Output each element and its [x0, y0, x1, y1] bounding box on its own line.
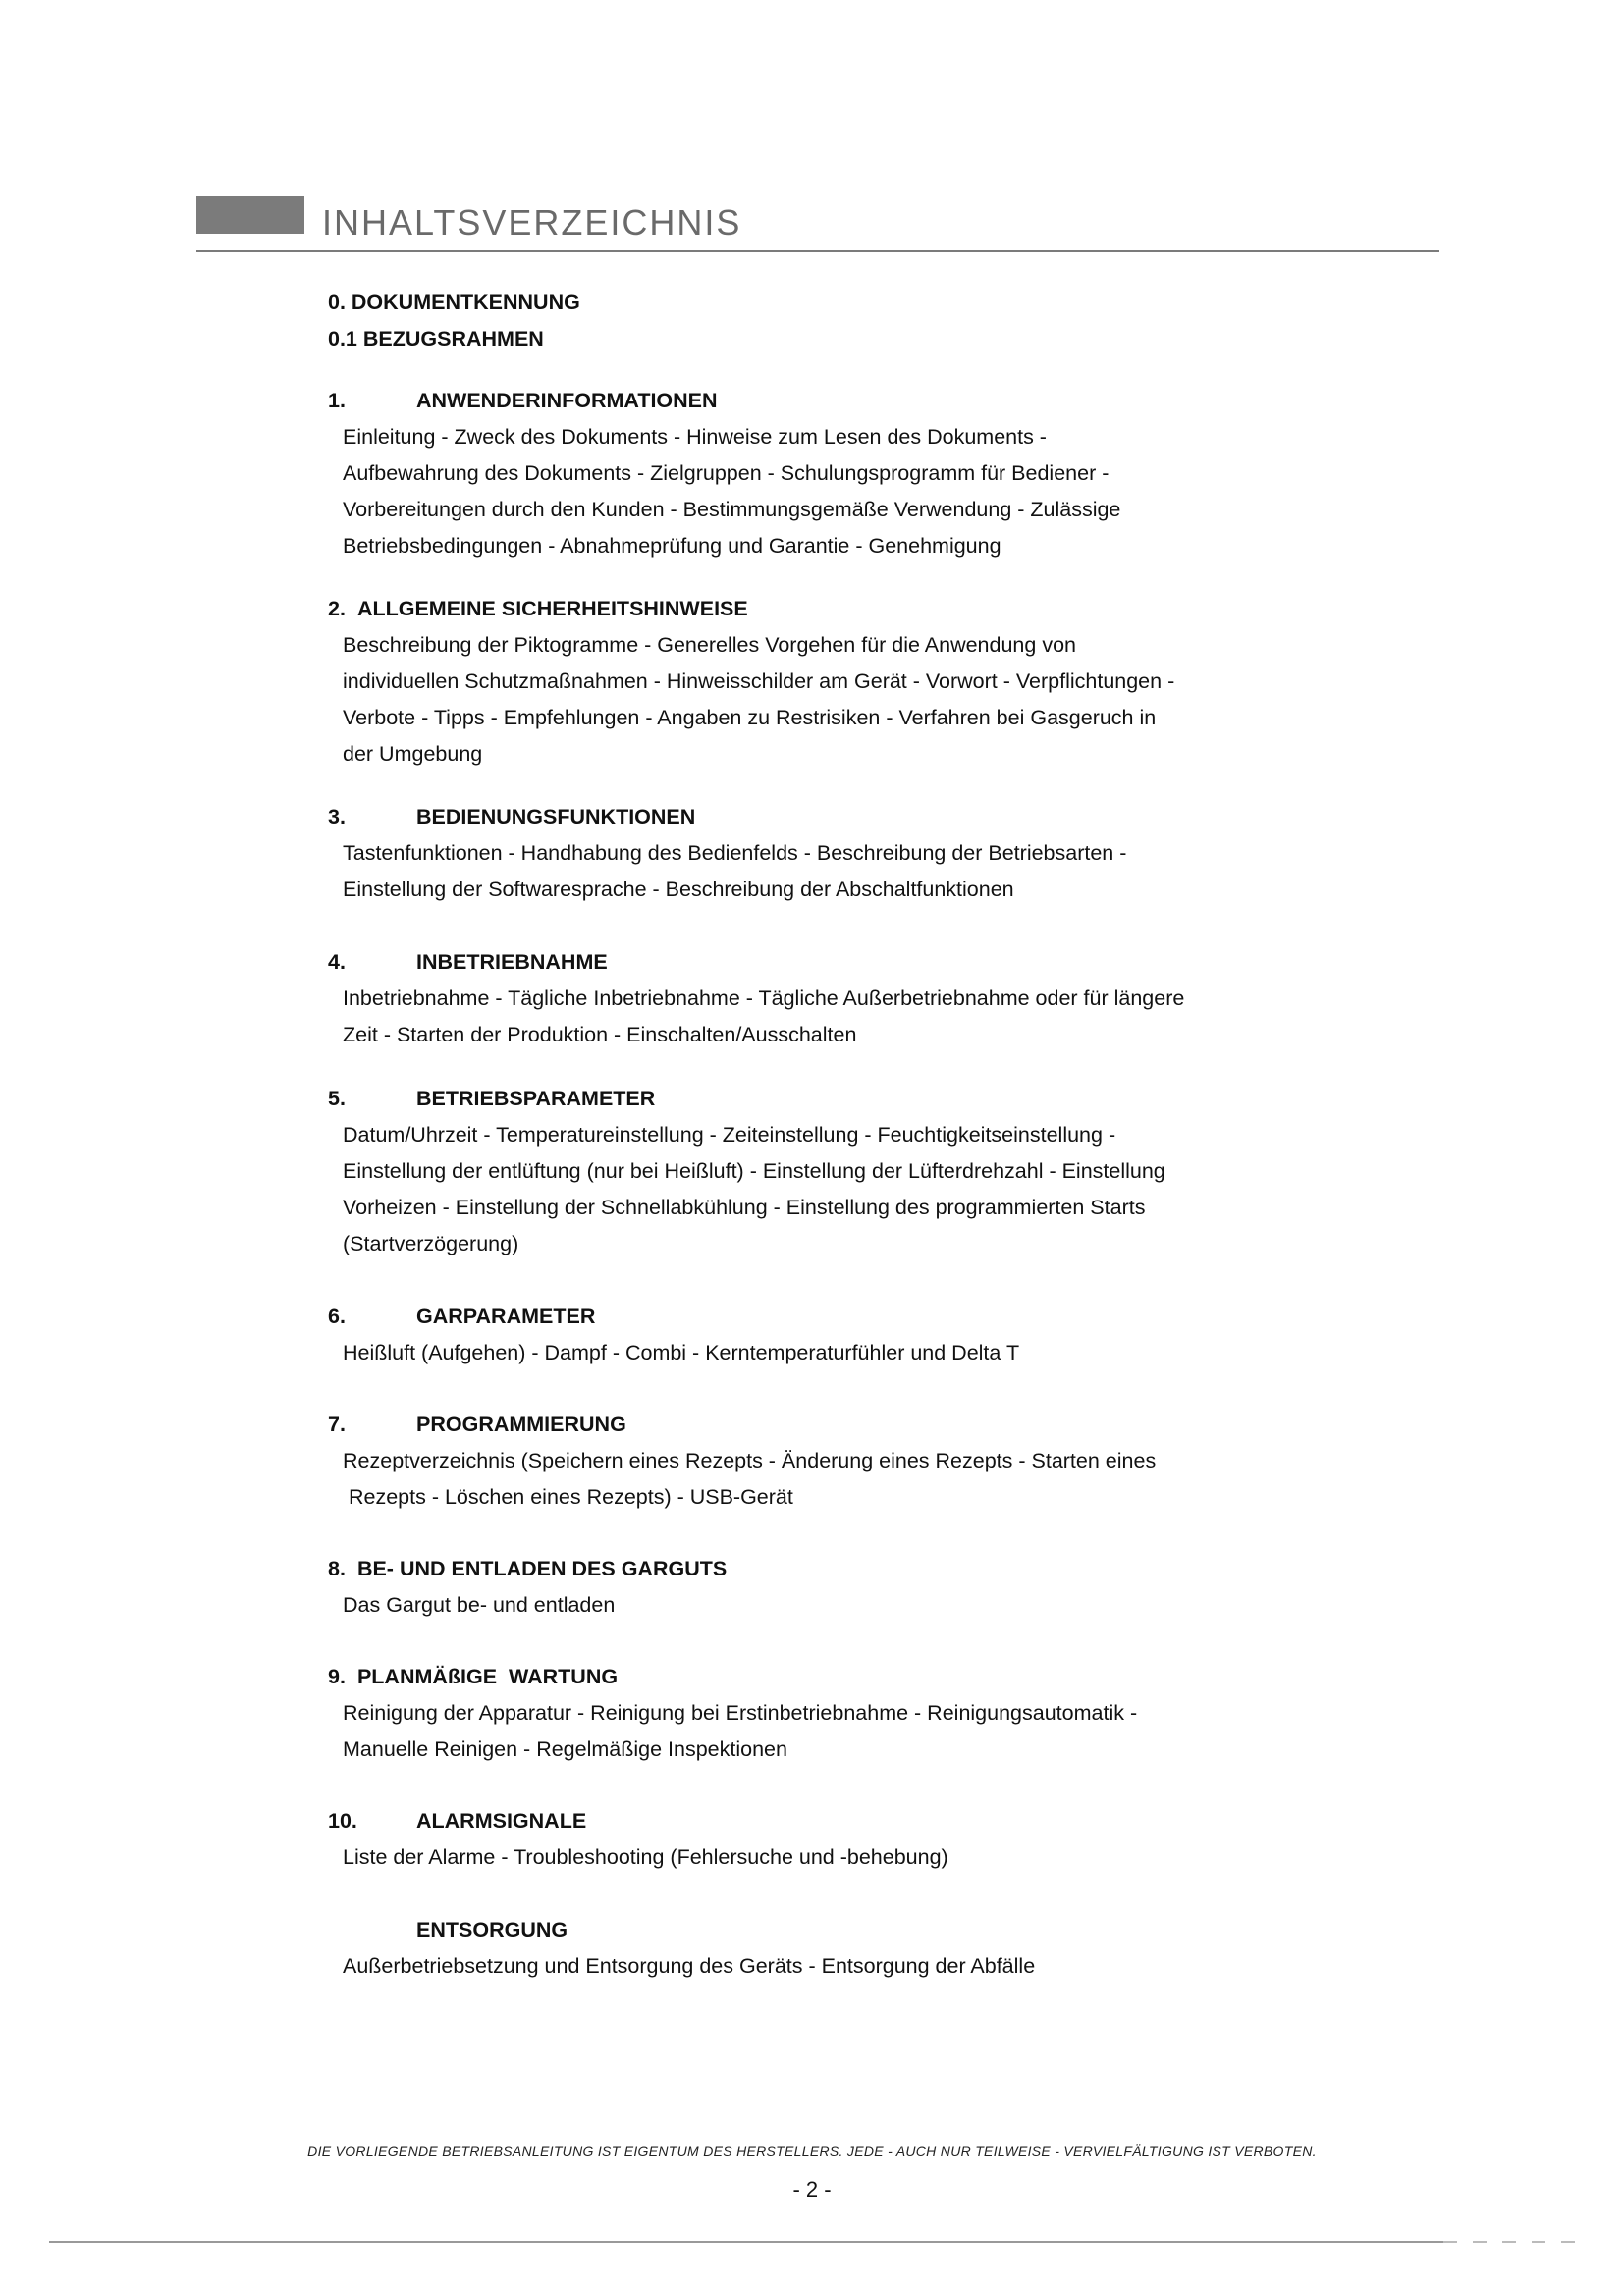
toc-number: 1.	[328, 389, 346, 412]
toc-description-line: Reinigung der Apparatur - Reinigung bei Erstinbetriebnahme - Reinigungsautomatik -	[343, 1701, 1138, 1725]
toc-number: 8.	[328, 1557, 346, 1580]
toc-heading: 0. DOKUMENTKENNUNG	[328, 291, 580, 314]
toc-heading: 0.1 BEZUGSRAHMEN	[328, 327, 544, 350]
toc-heading	[328, 944, 1388, 981]
toc-heading	[328, 1081, 1388, 1117]
toc-description-line: Datum/Uhrzeit - Temperatureinstellung - Zeiteinstellung - Feuchtigkeitseinstellung -	[343, 1123, 1116, 1147]
toc-title: BEDIENUNGSFUNKTIONEN	[416, 805, 696, 828]
toc-description-line: Tastenfunktionen - Handhabung des Bedienfelds - Beschreibung der Betriebsarten -	[343, 841, 1127, 865]
toc-description-line: Vorbereitungen durch den Kunden - Bestimmungsgemäße Verwendung - Zulässige	[343, 498, 1121, 521]
toc-number: 10.	[328, 1809, 357, 1833]
toc-heading	[328, 799, 1388, 835]
toc-title: ENTSORGUNG	[416, 1918, 568, 1942]
toc-description-line: Rezepts - Löschen eines Rezepts) - USB-Gerät	[343, 1485, 793, 1509]
toc-title: ALLGEMEINE SICHERHEITSHINWEISE	[356, 597, 748, 620]
copyright-notice: DIE VORLIEGENDE BETRIEBSANLEITUNG IST EIGENTUM DES HERSTELLERS. JEDE - AUCH NUR TEILWEISE - VERVIELFÄLTIGUNG IST VERBOTEN.	[307, 2143, 1317, 2159]
toc-entry-10	[328, 1803, 1388, 1876]
toc-description-line: Einleitung - Zweck des Dokuments - Hinweise zum Lesen des Dokuments -	[343, 425, 1047, 449]
toc-title: GARPARAMETER	[416, 1305, 596, 1328]
toc-description-line: Einstellung der entlüftung (nur bei Heißluft) - Einstellung der Lüfterdrehzahl - Einstellung	[343, 1159, 1165, 1183]
toc-number: 5.	[328, 1087, 346, 1110]
toc-description-line: Rezeptverzeichnis (Speichern eines Rezepts - Änderung eines Rezepts - Starten eines	[343, 1449, 1157, 1472]
toc-heading	[328, 383, 1388, 419]
toc-title: ANWENDERINFORMATIONEN	[416, 389, 718, 412]
toc-title: ALARMSIGNALE	[416, 1809, 587, 1833]
toc-entry-disposal	[328, 1912, 1388, 1985]
toc-entry-9	[328, 1659, 1388, 1768]
toc-title: INBETRIEBNAHME	[416, 950, 608, 974]
toc-title: BE- UND ENTLADEN DES GARGUTS	[356, 1557, 728, 1580]
toc-heading	[328, 1912, 1388, 1949]
page-title: INHALTSVERZEICHNIS	[322, 202, 742, 242]
toc-entry-4	[328, 944, 1388, 1053]
toc-entry-8	[328, 1551, 1388, 1624]
toc-entry-3	[328, 799, 1388, 908]
toc-title: PLANMÄßIGE WARTUNG	[356, 1665, 619, 1688]
toc-number: 7.	[328, 1413, 346, 1436]
toc-heading	[328, 1551, 1388, 1587]
toc-description-line: Verbote - Tipps - Empfehlungen - Angaben zu Restrisiken - Verfahren bei Gasgeruch in	[343, 706, 1157, 729]
toc-description-line: Betriebsbedingungen - Abnahmeprüfung und Garantie - Genehmigung	[343, 534, 1001, 558]
toc-description-line: Liste der Alarme - Troubleshooting (Fehlersuche und -behebung)	[343, 1845, 948, 1869]
toc-description-line: Außerbetriebsetzung und Entsorgung des Geräts - Entsorgung der Abfälle	[343, 1954, 1036, 1978]
toc-entry-7	[328, 1407, 1388, 1516]
toc-description-line: Vorheizen - Einstellung der Schnellabkühlung - Einstellung des programmierten Starts	[343, 1196, 1146, 1219]
toc-heading	[328, 1659, 1388, 1695]
toc-description-line: individuellen Schutzmaßnahmen - Hinweisschilder am Gerät - Vorwort - Verpflichtungen -	[343, 669, 1175, 693]
toc-heading	[328, 1407, 1388, 1443]
toc-title: PROGRAMMIERUNG	[416, 1413, 626, 1436]
toc-number: 3.	[328, 805, 346, 828]
toc-description-line: Beschreibung der Piktogramme - Generelles Vorgehen für die Anwendung von	[343, 633, 1076, 657]
toc-entry-5	[328, 1081, 1388, 1262]
toc-description-line: Das Gargut be- und entladen	[343, 1593, 616, 1617]
toc-entry-6	[328, 1299, 1388, 1371]
toc-description-line: Aufbewahrung des Dokuments - Zielgruppen - Schulungsprogramm für Bediener -	[343, 461, 1110, 485]
toc-title: BETRIEBSPARAMETER	[416, 1087, 656, 1110]
toc-number: 6.	[328, 1305, 346, 1328]
toc-entry-2	[328, 591, 1388, 773]
toc-heading	[328, 1299, 1388, 1335]
toc-description-line: Einstellung der Softwaresprache - Beschreibung der Abschaltfunktionen	[343, 878, 1014, 901]
toc-number: 4.	[328, 950, 346, 974]
toc-description-line: Zeit - Starten der Produktion - Einschalten/Ausschalten	[343, 1023, 857, 1046]
toc-description-line: der Umgebung	[343, 742, 483, 766]
toc-description-line: Heißluft (Aufgehen) - Dampf - Combi - Kerntemperaturfühler und Delta T	[343, 1341, 1020, 1364]
title-marker-bar	[196, 196, 304, 234]
toc-description-line: (Startverzögerung)	[343, 1232, 519, 1255]
toc-heading	[328, 591, 1388, 627]
bottom-rule-tail	[1443, 2241, 1591, 2243]
toc-number: 9.	[328, 1665, 346, 1688]
toc-number: 2.	[328, 597, 346, 620]
page-number: - 2 -	[792, 2177, 832, 2202]
toc-entry-0-1	[328, 321, 1388, 357]
toc-entry-1	[328, 383, 1388, 564]
toc-heading	[328, 1803, 1388, 1840]
toc-description-line: Manuelle Reinigen - Regelmäßige Inspektionen	[343, 1737, 787, 1761]
title-underline	[196, 250, 1439, 252]
toc-entry-0	[328, 285, 1388, 321]
bottom-rule	[49, 2241, 1443, 2243]
toc-description-line: Inbetriebnahme - Tägliche Inbetriebnahme - Tägliche Außerbetriebnahme oder für längere	[343, 987, 1185, 1010]
